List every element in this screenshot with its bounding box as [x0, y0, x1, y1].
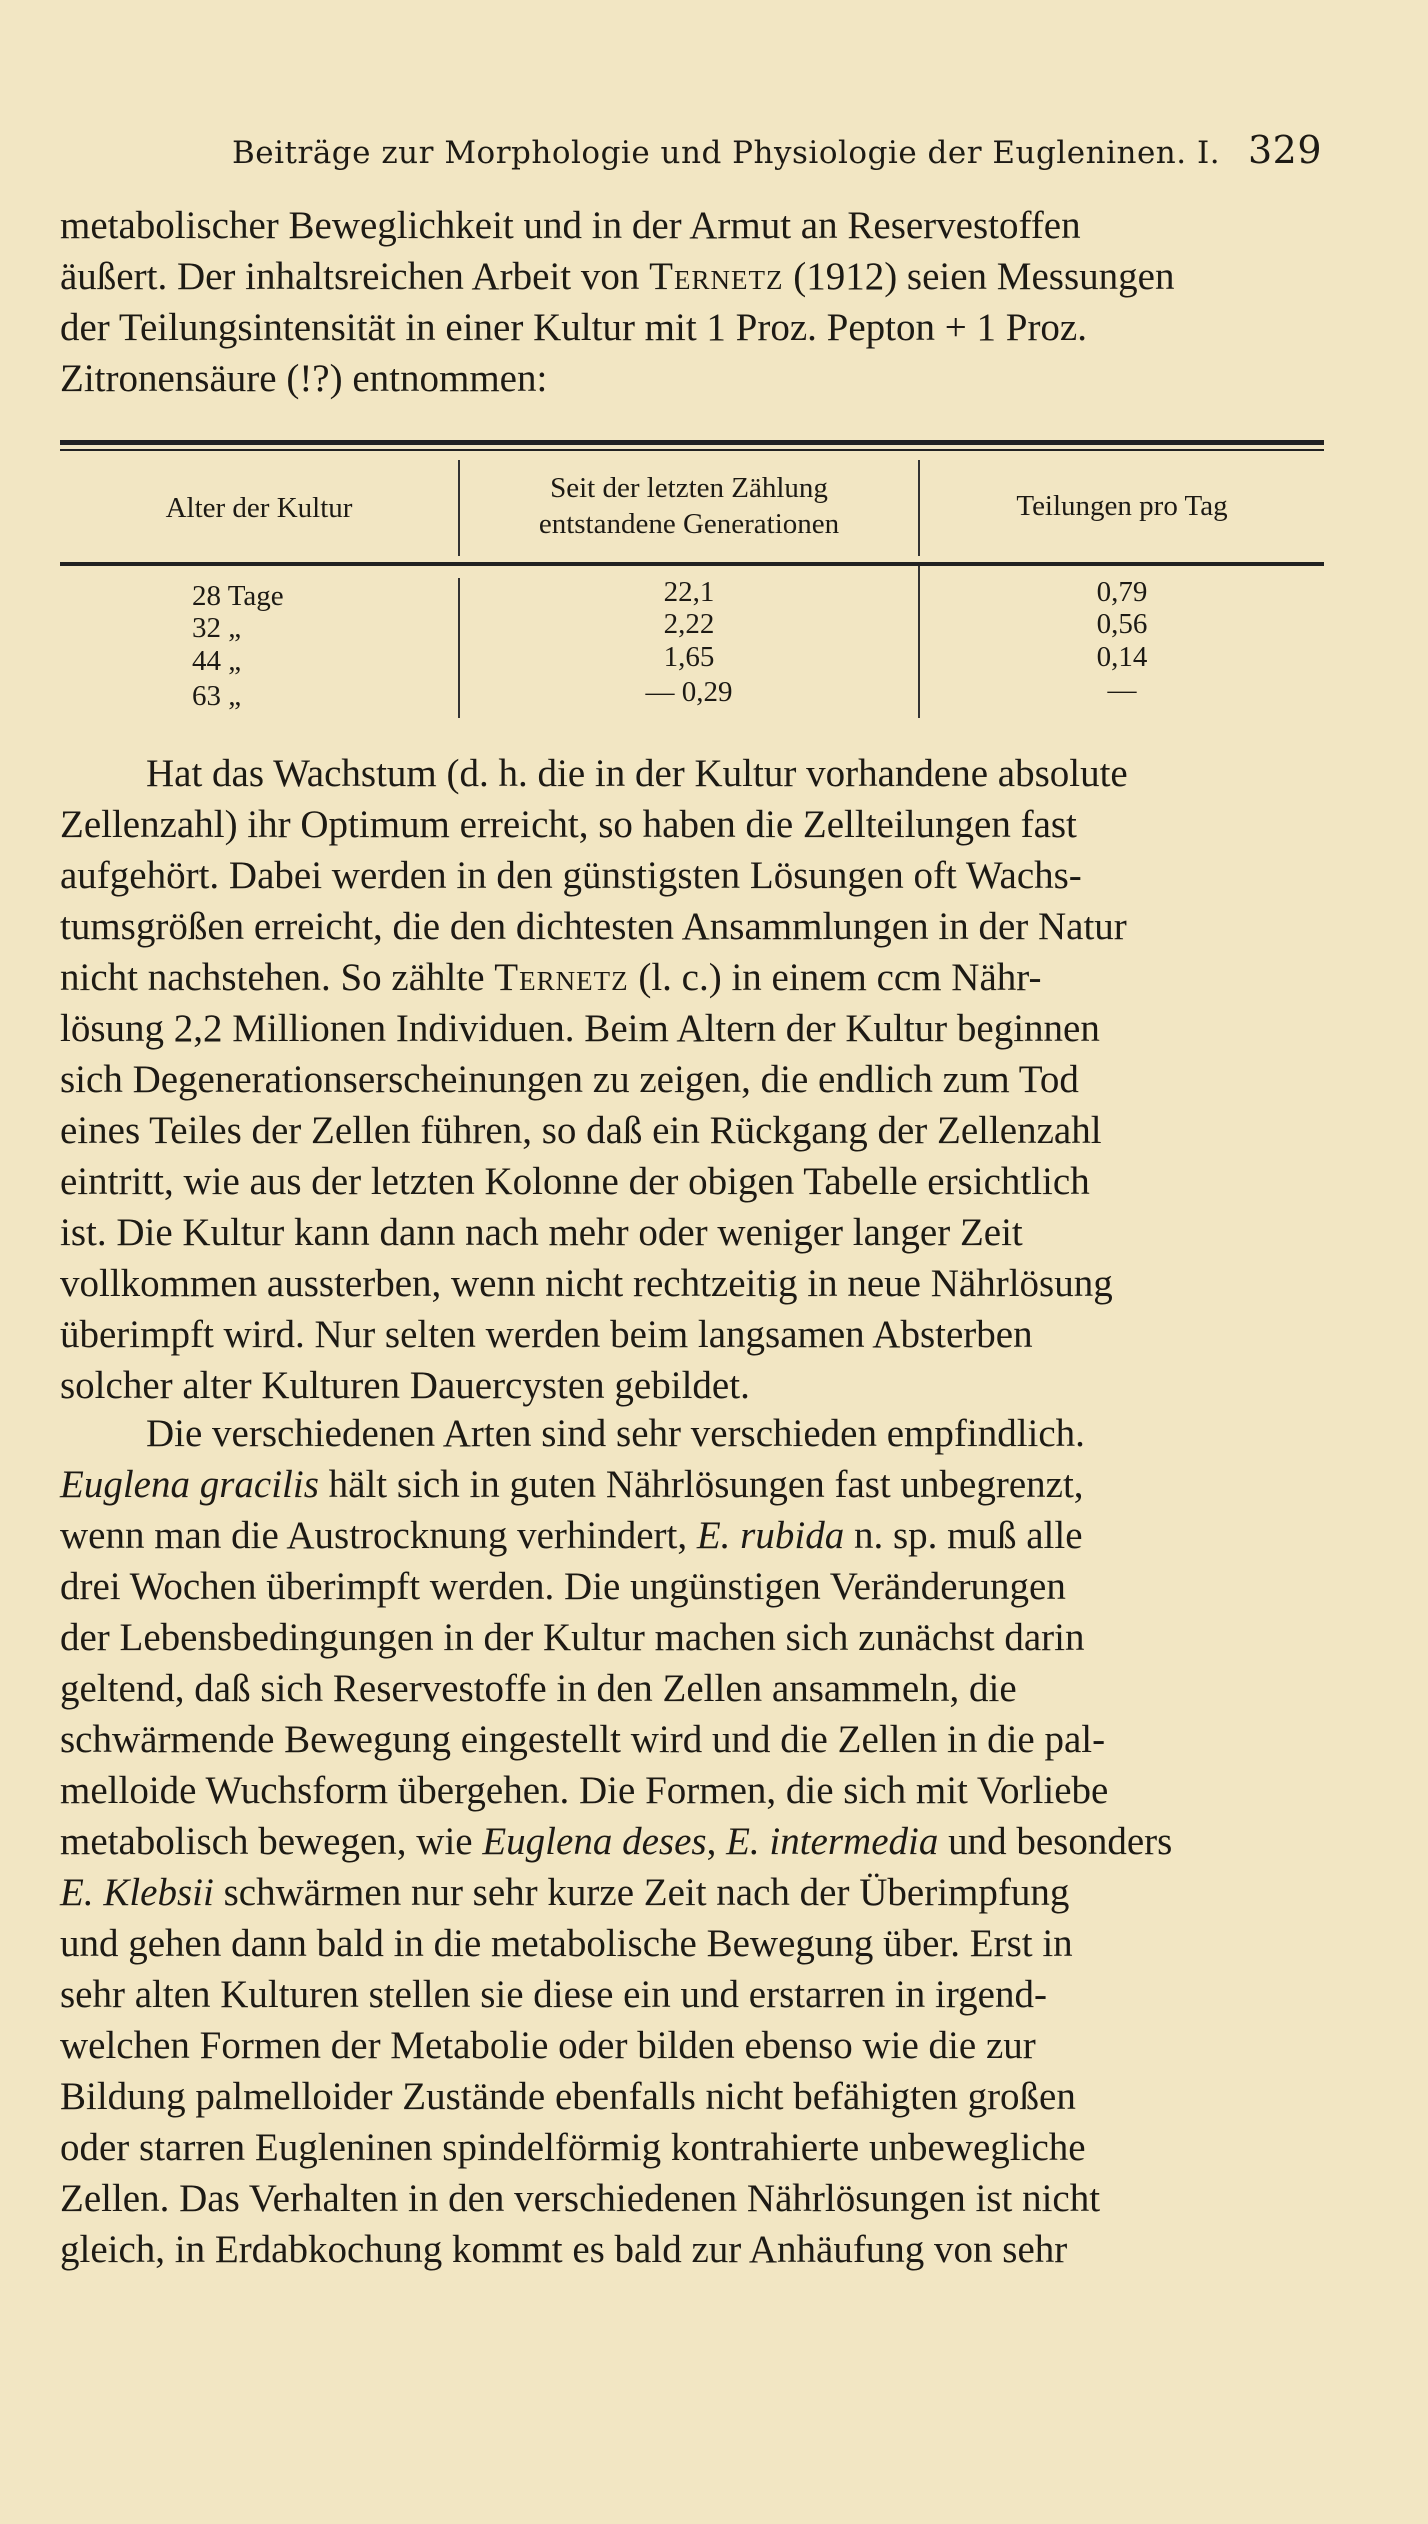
text-line: eintritt, wie aus der letzten Kolonne der obigen Tabelle ersichtlich: [60, 1160, 1090, 1203]
author-name: Ternetz: [649, 255, 784, 298]
cell-divisions: —: [1107, 674, 1137, 706]
text-line: äußert. Der inhaltsreichen Arbeit von: [60, 255, 650, 298]
cell-age: 44 „: [192, 645, 242, 677]
cell-divisions: 0,14: [1096, 641, 1148, 673]
cell-age: 63 „: [192, 680, 242, 712]
page-number: 329: [1247, 128, 1322, 172]
table-rule: [60, 562, 1324, 566]
text-line: Zellenzahl) ihr Optimum erreicht, so haben die Zellteilungen fast: [60, 803, 1077, 846]
text-line: gleich, in Erdabkochung kommt es bald zur Anhäufung von sehr: [60, 2228, 1068, 2271]
text-line: überimpft wird. Nur selten werden beim langsamen Absterben: [60, 1313, 1033, 1356]
text-line: drei Wochen überimpft werden. Die ungünstigen Veränderungen: [60, 1565, 1066, 1608]
cell-age: 32 „: [192, 612, 242, 644]
text-line: wenn man die Austrocknung verhindert,: [60, 1514, 697, 1557]
cell-generations: 2,22: [663, 608, 715, 640]
table-rule: [60, 449, 1324, 451]
text-line: ,: [706, 1820, 727, 1863]
text-line: der Teilungsintensität in einer Kultur mit 1 Proz. Pepton + 1 Proz.: [60, 306, 1087, 349]
text-line: Zellen. Das Verhalten in den verschiedenen Nährlösungen ist nicht: [60, 2177, 1101, 2220]
table-rule: [60, 440, 1324, 445]
cell-age: 28 Tage: [192, 580, 284, 612]
text-line: welchen Formen der Metabolie oder bilden ebenso wie die zur: [60, 2024, 1036, 2067]
text-line: solcher alter Kulturen Dauercysten gebildet.: [60, 1364, 750, 1407]
cell-divisions: 0,79: [1096, 576, 1148, 608]
paragraph-species: [60, 1408, 1324, 2275]
text-line: melloide Wuchsform übergehen. Die Formen, die sich mit Vorliebe: [60, 1769, 1109, 1812]
text-line: (l. c.) in einem ccm Nähr-: [628, 956, 1042, 999]
species-name: E. intermedia: [726, 1820, 939, 1863]
text-line: metabolischer Beweglichkeit und in der Armut an Reservestoffen: [60, 204, 1081, 247]
text-line: Bildung palmelloider Zustände ebenfalls nicht befähigten großen: [60, 2075, 1076, 2118]
text-line: hält sich in guten Nährlösungen fast unbegrenzt,: [318, 1463, 1084, 1506]
text-line: Hat das Wachstum (d. h. die in der Kultur vorhandene absolute: [146, 752, 1128, 795]
text-line: sehr alten Kulturen stellen sie diese ein und erstarren in irgend-: [60, 1973, 1047, 2016]
text-line: sich Degenerationserscheinungen zu zeigen, die endlich zum Tod: [60, 1058, 1079, 1101]
text-line: Die verschiedenen Arten sind sehr verschieden empfindlich.: [146, 1412, 1085, 1455]
text-line: tumsgrößen erreicht, die den dichtesten Ansammlungen in der Natur: [60, 905, 1127, 948]
header-line: Seit der letzten Zählung: [550, 472, 828, 504]
cell-generations: 1,65: [663, 641, 715, 673]
text-line: lösung 2,2 Millionen Individuen. Beim Altern der Kultur beginnen: [60, 1007, 1100, 1050]
text-line: schwärmende Bewegung eingestellt wird und die Zellen in die pal-: [60, 1718, 1106, 1761]
column-header-divisions: Teilungen pro Tag: [1016, 490, 1228, 522]
running-head-title: Beiträge zur Morphologie und Physiologie der Eugleninen. I.: [232, 135, 1221, 171]
paragraph-intro: [60, 200, 1324, 404]
column-header-generations: [460, 470, 918, 542]
text-line: metabolisch bewegen, wie: [60, 1820, 483, 1863]
author-name: Ternetz: [494, 956, 629, 999]
species-name: Euglena gracilis: [60, 1463, 319, 1506]
cell-generations: — 0,29: [645, 676, 733, 708]
header-line: entstandene Generationen: [538, 508, 840, 540]
text-line: (1912) seien Messungen: [783, 255, 1175, 298]
text-line: schwärmen nur sehr kurze Zeit nach der Überimpfung: [213, 1871, 1070, 1914]
running-head: [232, 128, 1322, 172]
cell-generations: 22,1: [663, 576, 715, 608]
species-name: E. Klebsii: [60, 1871, 214, 1914]
text-line: ist. Die Kultur kann dann nach mehr oder weniger langer Zeit: [60, 1211, 1023, 1254]
paragraph-growth: [60, 748, 1324, 1411]
text-line: vollkommen aussterben, wenn nicht rechtzeitig in neue Nährlösung: [60, 1262, 1113, 1305]
species-name: E. rubida: [696, 1514, 845, 1557]
text-line: der Lebensbedingungen in der Kultur machen sich zunächst darin: [60, 1616, 1085, 1659]
text-line: und besonders: [938, 1820, 1173, 1863]
text-line: Zitronensäure (!?) entnommen:: [60, 357, 548, 400]
species-name: Euglena deses: [482, 1820, 707, 1863]
text-line: oder starren Eugleninen spindelförmig kontrahierte unbewegliche: [60, 2126, 1086, 2169]
text-line: geltend, daß sich Reservestoffe in den Zellen ansammeln, die: [60, 1667, 1017, 1710]
text-line: und gehen dann bald in die metabolische Bewegung über. Erst in: [60, 1922, 1073, 1965]
text-line: nicht nachstehen. So zählte: [60, 956, 495, 999]
cell-divisions: 0,56: [1096, 608, 1148, 640]
text-line: n. sp. muß alle: [844, 1514, 1083, 1557]
text-line: eines Teiles der Zellen führen, so daß ein Rückgang der Zellenzahl: [60, 1109, 1102, 1152]
column-header-age: Alter der Kultur: [165, 492, 353, 524]
text-line: aufgehört. Dabei werden in den günstigsten Lösungen oft Wachs-: [60, 854, 1082, 897]
